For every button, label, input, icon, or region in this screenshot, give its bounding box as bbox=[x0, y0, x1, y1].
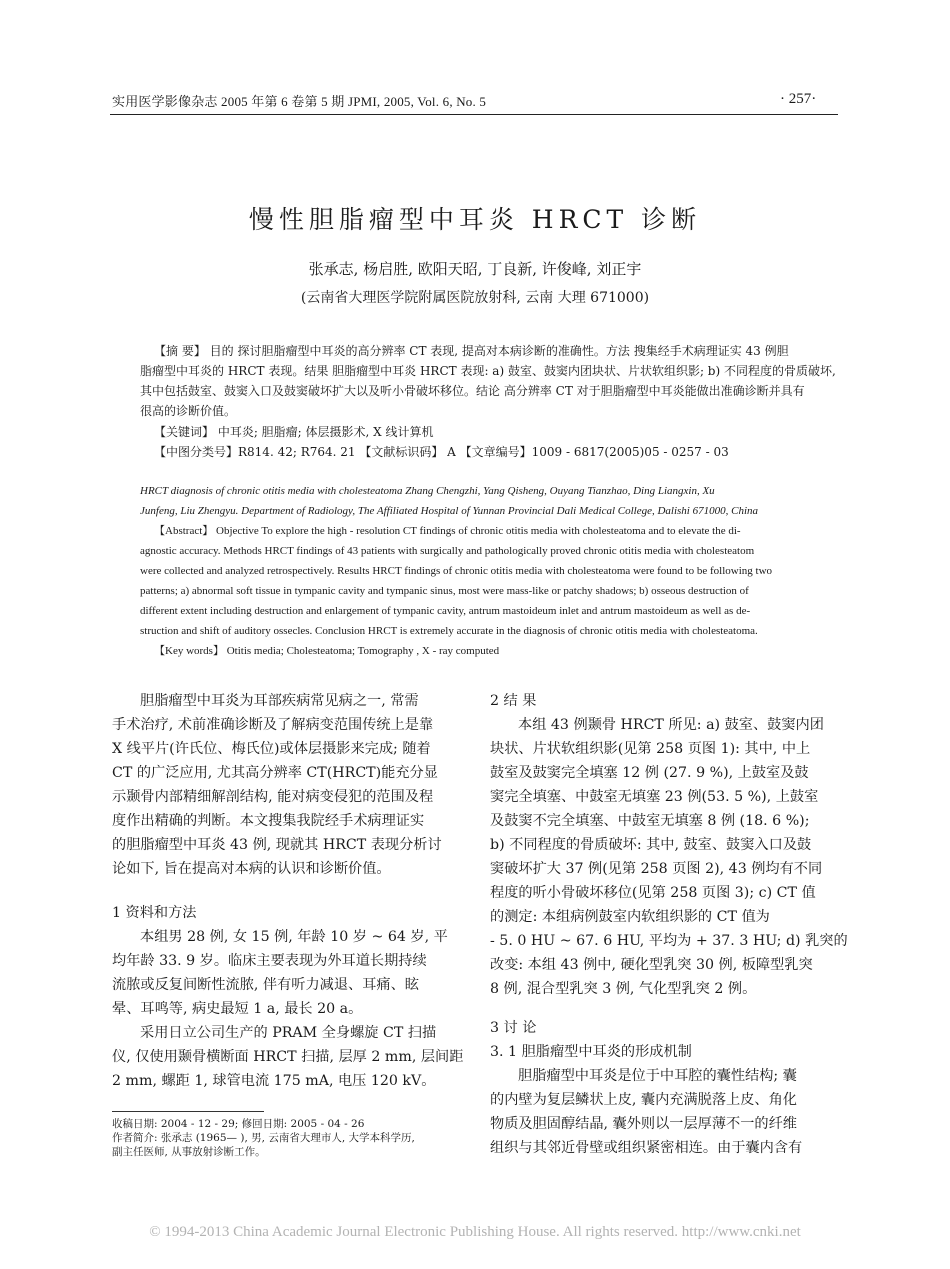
body-line: 仪, 仅使用颞骨横断面 HRCT 扫描, 层厚 2 mm, 层间距 bbox=[112, 1049, 464, 1065]
header-rule bbox=[110, 114, 838, 115]
article-title: 慢性胆脂瘤型中耳炎 HRCT 诊断 bbox=[248, 205, 702, 234]
body-line: 及鼓窦不完全填塞、中鼓室无填塞 8 例 (18. 6 %); bbox=[490, 813, 810, 829]
body-line: b) 不同程度的骨质破坏: 其中, 鼓室、鼓窦入口及鼓 bbox=[490, 837, 812, 853]
body-line: 手术治疗, 术前准确诊断及了解病变范围传统上是靠 bbox=[112, 717, 434, 733]
body-line: 窦破坏扩大 37 例(见第 258 页图 2), 43 例均有不同 bbox=[490, 861, 823, 877]
body-line: 的胆脂瘤型中耳炎 43 例, 现就其 HRCT 表现分析讨 bbox=[112, 837, 442, 853]
section-heading: 2 结 果 bbox=[490, 693, 537, 709]
body-line: 2 mm, 螺距 1, 球管电流 175 mA, 电压 120 kV。 bbox=[112, 1073, 436, 1089]
body-line: 改变: 本组 43 例中, 硬化型乳突 30 例, 板障型乳突 bbox=[490, 957, 813, 973]
footnote-received: 收稿日期: 2004 - 12 - 29; 修回日期: 2005 - 04 - 26 bbox=[112, 1118, 365, 1130]
section-heading: 3 讨 论 bbox=[490, 1020, 537, 1036]
body-line: 均年龄 33. 9 岁。临床主要表现为外耳道长期持续 bbox=[112, 953, 427, 969]
body-line: 的内壁为复层鳞状上皮, 囊内充满脱落上皮、角化 bbox=[490, 1092, 797, 1108]
abstract-en-line: different extent including destruction and enlargement of tympanic cavity, antrum mastoideum inlet and antrum mastoideum as well as de- bbox=[140, 605, 751, 617]
keywords-cn: 【关键词】 中耳炎; 胆脂瘤; 体层摄影术, X 线计算机 bbox=[154, 425, 434, 439]
author-affiliation: (云南省大理医学院附属医院放射科, 云南 大理 671000) bbox=[300, 290, 650, 306]
body-line: 8 例, 混合型乳突 3 例, 气化型乳突 2 例。 bbox=[490, 981, 757, 997]
body-line: 程度的听小骨破坏移位(见第 258 页图 3); c) CT 值 bbox=[490, 885, 816, 901]
abstract-en-line: were collected and analyzed retrospectively. Results HRCT findings of chronic otitis media with cholesteatoma were found to be following two bbox=[140, 565, 773, 577]
body-line: 示颞骨内部精细解剖结构, 能对病变侵犯的范围及程 bbox=[112, 789, 434, 805]
body-line: - 5. 0 HU ~ 67. 6 HU, 平均为 + 37. 3 HU; d) 乳突的 bbox=[490, 933, 848, 949]
body-line: 度作出精确的判断。本文搜集我院经手术病理证实 bbox=[112, 813, 425, 829]
abstract-en-line: patterns; a) abnormal soft tissue in tympanic cavity and tympanic sinus, most were mass-like or patchy shadows; b) osseous destruction of bbox=[140, 585, 749, 597]
footer-copyright: © 1994-2013 China Academic Journal Electronic Publishing House. All rights reserved. http://www.cnki.net bbox=[149, 1224, 801, 1240]
keywords-en: 【Key words】 Otitis media; Cholesteatoma; Tomography , X - ray computed bbox=[154, 645, 500, 657]
body-line: 胆脂瘤型中耳炎是位于中耳腔的囊性结构; 囊 bbox=[518, 1068, 797, 1084]
body-line: 块状、片状软组织影(见第 258 页图 1): 其中, 中上 bbox=[490, 741, 811, 757]
abstract-en-title: HRCT diagnosis of chronic otitis media with cholesteatoma Zhang Chengzhi, Yang Qisheng, Ouyang Tianzhao, Ding Liangxin, Xu bbox=[140, 485, 715, 497]
body-line: 组织与其邻近骨壁或组织紧密相连。由于囊内含有 bbox=[490, 1140, 803, 1156]
footnote-author-cont: 副主任医师, 从事放射诊断工作。 bbox=[112, 1146, 266, 1158]
running-head: 实用医学影像杂志 2005 年第 6 卷第 5 期 JPMI, 2005, Vol. 6, No. 5 bbox=[112, 94, 487, 109]
abstract-en-line: struction and shift of auditory ossecles. Conclusion HRCT is extremely accurate in the diagnosis of chronic otitis media with cholesteatoma. bbox=[140, 625, 758, 637]
abstract-en-line: agnostic accuracy. Methods HRCT findings of 43 patients with surgically and pathologically proved chronic otitis media with cholesteatom bbox=[140, 545, 755, 557]
body-line: 流脓或反复间断性流脓, 伴有听力减退、耳痛、眩 bbox=[112, 977, 419, 993]
author-list: 张承志, 杨启胜, 欧阳天昭, 丁良新, 许俊峰, 刘正宇 bbox=[308, 260, 642, 278]
body-line: 物质及胆固醇结晶, 囊外则以一层厚薄不一的纤维 bbox=[490, 1116, 797, 1132]
body-line: 鼓室及鼓窦完全填塞 12 例 (27. 9 %), 上鼓室及鼓 bbox=[490, 765, 809, 781]
footnote-rule bbox=[112, 1111, 264, 1112]
abstract-cn-line: 【摘 要】 目的 探讨胆脂瘤型中耳炎的高分辨率 CT 表现, 提高对本病诊断的准确性。方法 搜集经手术病理证实 43 例胆 bbox=[154, 344, 789, 358]
body-line: X 线平片(许氏位、梅氏位)或体层摄影来完成; 随着 bbox=[112, 741, 431, 757]
body-line: 胆脂瘤型中耳炎为耳部疾病常见病之一, 常需 bbox=[140, 693, 419, 709]
abstract-cn-line: 其中包括鼓室、鼓窦入口及鼓窦破坏扩大以及听小骨破坏移位。结论 高分辨率 CT 对于胆脂瘤型中耳炎能做出准确诊断并具有 bbox=[140, 384, 805, 398]
body-line: 晕、耳鸣等, 病史最短 1 a, 最长 20 a。 bbox=[112, 1001, 363, 1017]
abstract-en-line: 【Abstract】 Objective To explore the high - resolution CT findings of chronic otitis media with cholesteatoma and to elevate the di- bbox=[154, 525, 741, 537]
body-line: 的测定: 本组病例鼓室内软组织影的 CT 值为 bbox=[490, 909, 770, 925]
section-heading: 1 资料和方法 bbox=[112, 905, 197, 921]
abstract-en-affiliation: Junfeng, Liu Zhengyu. Department of Radiology, The Affiliated Hospital of Yunnan Provincial Dali Medical College, Dalishi 671000, China bbox=[140, 505, 759, 517]
page-number: · 257· bbox=[780, 91, 817, 107]
body-line: 采用日立公司生产的 PRAM 全身螺旋 CT 扫描 bbox=[140, 1025, 437, 1041]
body-line: 窦完全填塞、中鼓室无填塞 23 例(53. 5 %), 上鼓室 bbox=[490, 789, 819, 805]
subsection-heading: 3. 1 胆脂瘤型中耳炎的形成机制 bbox=[490, 1044, 692, 1060]
body-line: 本组男 28 例, 女 15 例, 年龄 10 岁 ~ 64 岁, 平 bbox=[140, 929, 448, 945]
footnote-author: 作者简介: 张承志 (1965— ), 男, 云南省大理市人, 大学本科学历, bbox=[112, 1132, 415, 1144]
body-line: 论如下, 旨在提高对本病的认识和诊断价值。 bbox=[112, 861, 391, 877]
abstract-cn-line: 脂瘤型中耳炎的 HRCT 表现。结果 胆脂瘤型中耳炎 HRCT 表现: a) 鼓室、鼓窦内团块状、片状软组织影; b) 不同程度的骨质破坏, bbox=[140, 364, 836, 378]
body-line: 本组 43 例颞骨 HRCT 所见: a) 鼓室、鼓窦内团 bbox=[518, 717, 824, 733]
body-line: CT 的广泛应用, 尤其高分辨率 CT(HRCT)能充分显 bbox=[112, 765, 438, 781]
classification-cn: 【中图分类号】R814. 42; R764. 21 【文献标识码】 A 【文章编号】1009 - 6817(2005)05 - 0257 - 03 bbox=[154, 445, 729, 459]
abstract-cn-line: 很高的诊断价值。 bbox=[140, 404, 237, 418]
